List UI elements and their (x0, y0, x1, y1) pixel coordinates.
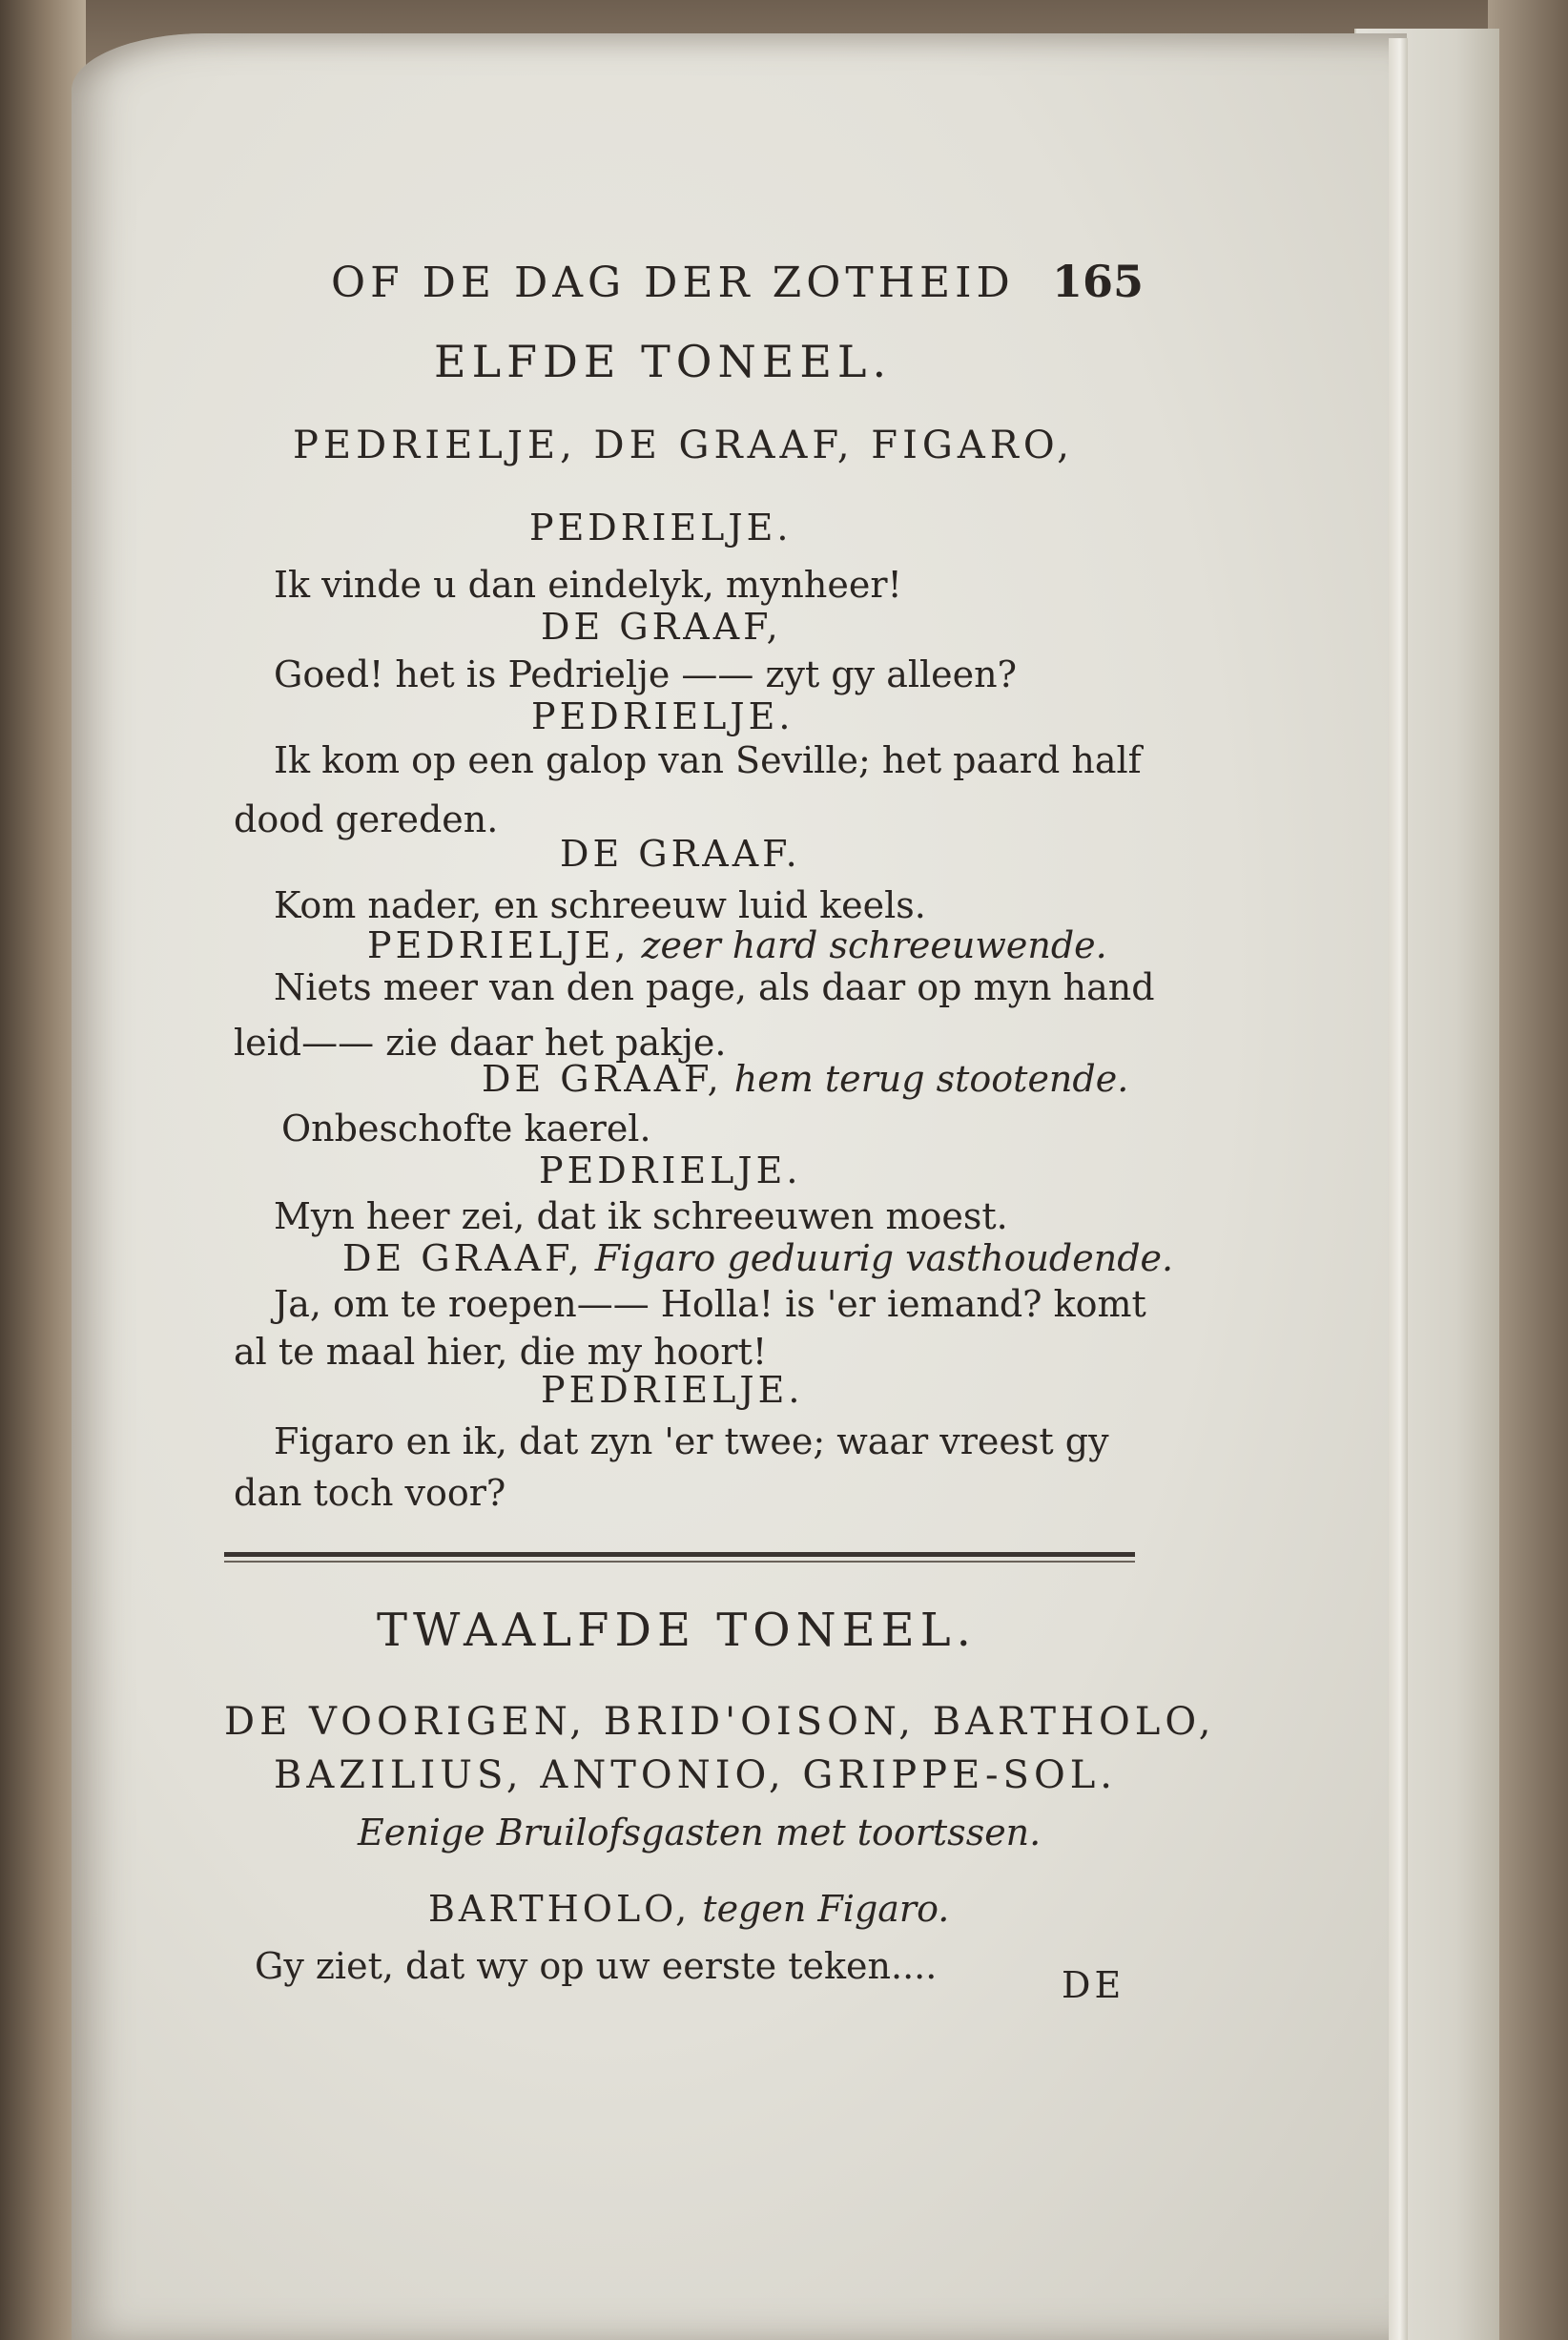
dialogue-line: dood gereden. (234, 798, 499, 840)
speaker-with-direction (428, 1888, 949, 1930)
dialogue-line: Kom nader, en schreeuw luid keels. (274, 884, 926, 926)
scene-heading: TWAALFDE TONEEL. (377, 1604, 977, 1657)
page-edge (1389, 38, 1408, 2340)
speaker-name: DE GRAAF, (482, 1058, 723, 1100)
dialogue-line: Niets meer van den page, als daar op myn hand (274, 966, 1155, 1008)
dialogue-line: Ja, om te roepen—— Holla! is 'er iemand? komt (274, 1283, 1146, 1325)
dialogue-line: dan toch voor? (234, 1472, 506, 1514)
dialogue-line: leid—— zie daar het pakje. (234, 1022, 727, 1064)
speaker-name: PEDRIELJE. (539, 1149, 802, 1191)
speaker-with-direction (367, 924, 1107, 966)
speaker-name: PEDRIELJE. (529, 507, 793, 549)
speaker-with-direction (342, 1237, 1173, 1279)
scene-cast: PEDRIELJE, DE GRAAF, FIGARO, (293, 424, 1074, 467)
dialogue-line: Onbeschofte kaerel. (281, 1108, 651, 1149)
dialogue-line: Ik kom op een galop van Seville; het paard half (274, 739, 1142, 781)
stage-direction: zeer hard schreeuwende. (641, 924, 1107, 966)
running-title: OF DE DAG DER ZOTHEID (331, 259, 1015, 307)
speaker-name: PEDRIELJE. (531, 695, 794, 737)
page-number: 165 (1052, 256, 1145, 307)
stage-direction: hem terug stootende. (733, 1058, 1129, 1100)
stage-direction: Figaro geduurig vasthoudende. (594, 1237, 1174, 1279)
background-right (1488, 0, 1568, 2340)
speaker-with-direction (482, 1058, 1128, 1100)
dialogue-line: al te maal hier, die my hoort! (234, 1331, 768, 1373)
dialogue-line: Gy ziet, dat wy op uw eerste teken.... (255, 1945, 938, 1987)
speaker-name: PEDRIELJE, (367, 924, 630, 966)
dialogue-line: Goed! het is Pedrielje —— zyt gy alleen? (274, 653, 1017, 695)
section-divider (224, 1552, 1135, 1557)
dialogue-line: Figaro en ik, dat zyn 'er twee; waar vreest gy (274, 1420, 1109, 1462)
dialogue-line: Ik vinde u dan eindelyk, mynheer! (274, 564, 902, 606)
speaker-name: DE GRAAF. (560, 833, 801, 875)
speaker-name: BARTHOLO, (428, 1888, 691, 1930)
speaker-name: DE GRAAF, (541, 606, 782, 648)
speaker-name: DE GRAAF, (342, 1237, 584, 1279)
book-page (72, 33, 1407, 2340)
dialogue-line: Myn heer zei, dat ik schreeuwen moest. (274, 1195, 1008, 1237)
scene-heading: ELFDE TONEEL. (434, 336, 893, 387)
catchword: DE (1062, 1964, 1125, 2006)
cast-note: Eenige Bruilofsgasten met toortssen. (358, 1812, 1042, 1853)
scene-cast: BAZILIUS, ANTONIO, GRIPPE-SOL. (274, 1753, 1118, 1797)
scene-cast: DE VOORIGEN, BRID'OISON, BARTHOLO, (224, 1700, 1216, 1744)
speaker-name: PEDRIELJE. (541, 1369, 804, 1411)
stage-direction: tegen Figaro. (702, 1888, 950, 1930)
